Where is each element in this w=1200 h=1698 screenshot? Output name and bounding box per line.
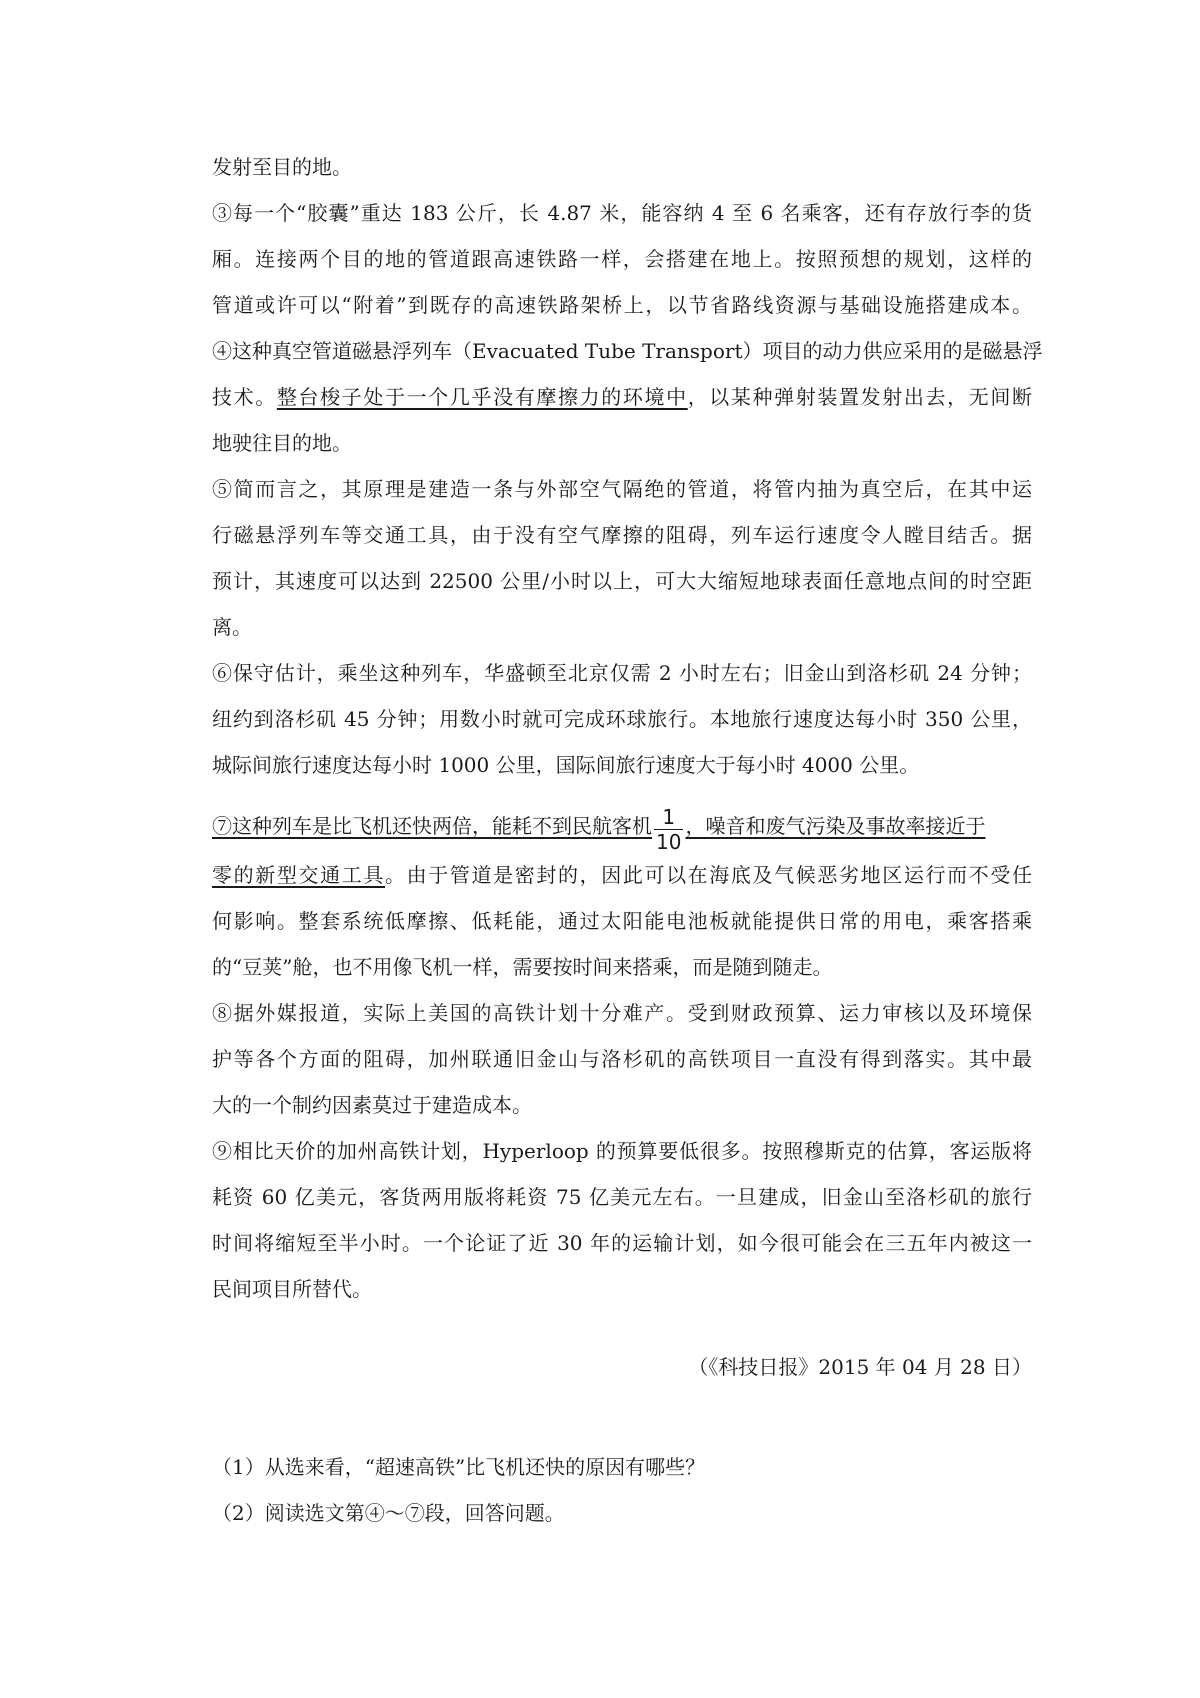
paragraph-3-line: 管道或许可以“附着”到既存的高速铁路架桥上，以节省路线资源与基础设施搭建成本。: [212, 293, 1032, 317]
paragraph-5-line: 行磁悬浮列车等交通工具，由于没有空气摩擦的阻碍，列车运行速度令人瞠目结舌。据: [212, 523, 1032, 547]
paragraph-line: 发射至目的地。: [212, 155, 352, 179]
paragraph-6-line: 城际间旅行速度达每小时 1000 公里，国际间旅行速度大于每小时 4000 公里。: [212, 753, 920, 777]
source-citation: （《科技日报》2015 年 04 月 28 日）: [688, 1355, 1032, 1379]
paragraph-8-line: 大的一个制约因素莫过于建造成本。: [212, 1093, 532, 1117]
paragraph-6-line: ⑥保守估计，乘坐这种列车，华盛顿至北京仅需 2 小时左右；旧金山到洛杉矶 24 分钟；: [212, 661, 1032, 685]
fraction-numerator: 1: [662, 805, 676, 829]
paragraph-6-line: 纽约到洛杉矶 45 分钟；用数小时就可完成环球旅行。本地旅行速度达每小时 350 公里，: [212, 707, 1032, 731]
underlined-sentence: 零的新型交通工具: [212, 863, 385, 887]
paragraph-9-line: 耗资 60 亿美元，客货两用版将耗资 75 亿美元左右。一旦建成，旧金山至洛杉矶的旅行: [212, 1185, 1032, 1209]
question-1: （1）从选来看，“超速高铁”比飞机还快的原因有哪些？: [212, 1455, 706, 1479]
paragraph-7-line: 的“豆荚”舱，也不用像飞机一样，需要按时间来搭乘，而是随到随走。: [212, 955, 833, 979]
paragraph-9-line: 时间将缩短至半小时。一个论证了近 30 年的运输计划，如今很可能会在三五年内被这一: [212, 1231, 1032, 1255]
paragraph-9-line: ⑨相比天价的加州高铁计划，Hyperloop 的预算要低很多。按照穆斯克的估算，客运版将: [212, 1139, 1032, 1163]
fraction: [654, 807, 683, 852]
paragraph-7-line: [212, 860, 1032, 890]
paragraph-3-line: 厢。连接两个目的地的管道跟高速铁路一样，会搭建在地上。按照预想的规划，这样的: [212, 247, 1032, 271]
paragraph-7-line: 何影响。整套系统低摩擦、低耗能，通过太阳能电池板就能提供日常的用电，乘客搭乘: [212, 909, 1032, 933]
paragraph-4-line: ④这种真空管道磁悬浮列车（Evacuated Tube Transport）项目的动力供应采用的是磁悬浮: [212, 339, 1043, 363]
paragraph-5-line: ⑤简而言之，其原理是建造一条与外部空气隔绝的管道，将管内抽为真空后，在其中运: [212, 477, 1032, 501]
underlined-sentence: 整台梭子处于一个几乎没有摩擦力的环境中: [276, 385, 688, 409]
paragraph-4-text: 技术。: [212, 385, 277, 409]
paragraph-7-text: 。由于管道是密封的，因此可以在海底及气候恶劣地区运行而不受任: [384, 863, 1033, 887]
paragraph-4-line: 地驶往目的地。: [212, 431, 352, 455]
paragraph-7-line: [212, 805, 1032, 854]
underlined-sentence: ⑦这种列车是比飞机还快两倍，能耗不到民航客机: [212, 814, 652, 838]
paragraph-8-line: ⑧据外媒报道，实际上美国的高铁计划十分难产。受到财政预算、运力审核以及环境保: [212, 1001, 1032, 1025]
paragraph-4-line: [212, 382, 1032, 412]
fraction-denominator: 10: [656, 830, 682, 854]
underlined-sentence: ，噪音和废气污染及事故率接近于: [685, 814, 986, 838]
question-2: （2）阅读选文第④～⑦段，回答问题。: [212, 1501, 565, 1525]
paragraph-4-text: ，以某种弹射装置发射出去，无间断: [687, 385, 1033, 409]
paragraph-9-line: 民间项目所替代。: [212, 1277, 372, 1301]
paragraph-5-line: 预计，其速度可以达到 22500 公里/小时以上，可大大缩短地球表面任意地点间的时空距: [212, 569, 1032, 593]
paragraph-3-line: ③每一个“胶囊”重达 183 公斤，长 4.87 米，能容纳 4 至 6 名乘客，还有存放行李的货: [212, 201, 1032, 225]
paragraph-5-line: 离。: [212, 615, 252, 639]
paragraph-8-line: 护等各个方面的阻碍，加州联通旧金山与洛杉矶的高铁项目一直没有得到落实。其中最: [212, 1047, 1032, 1071]
